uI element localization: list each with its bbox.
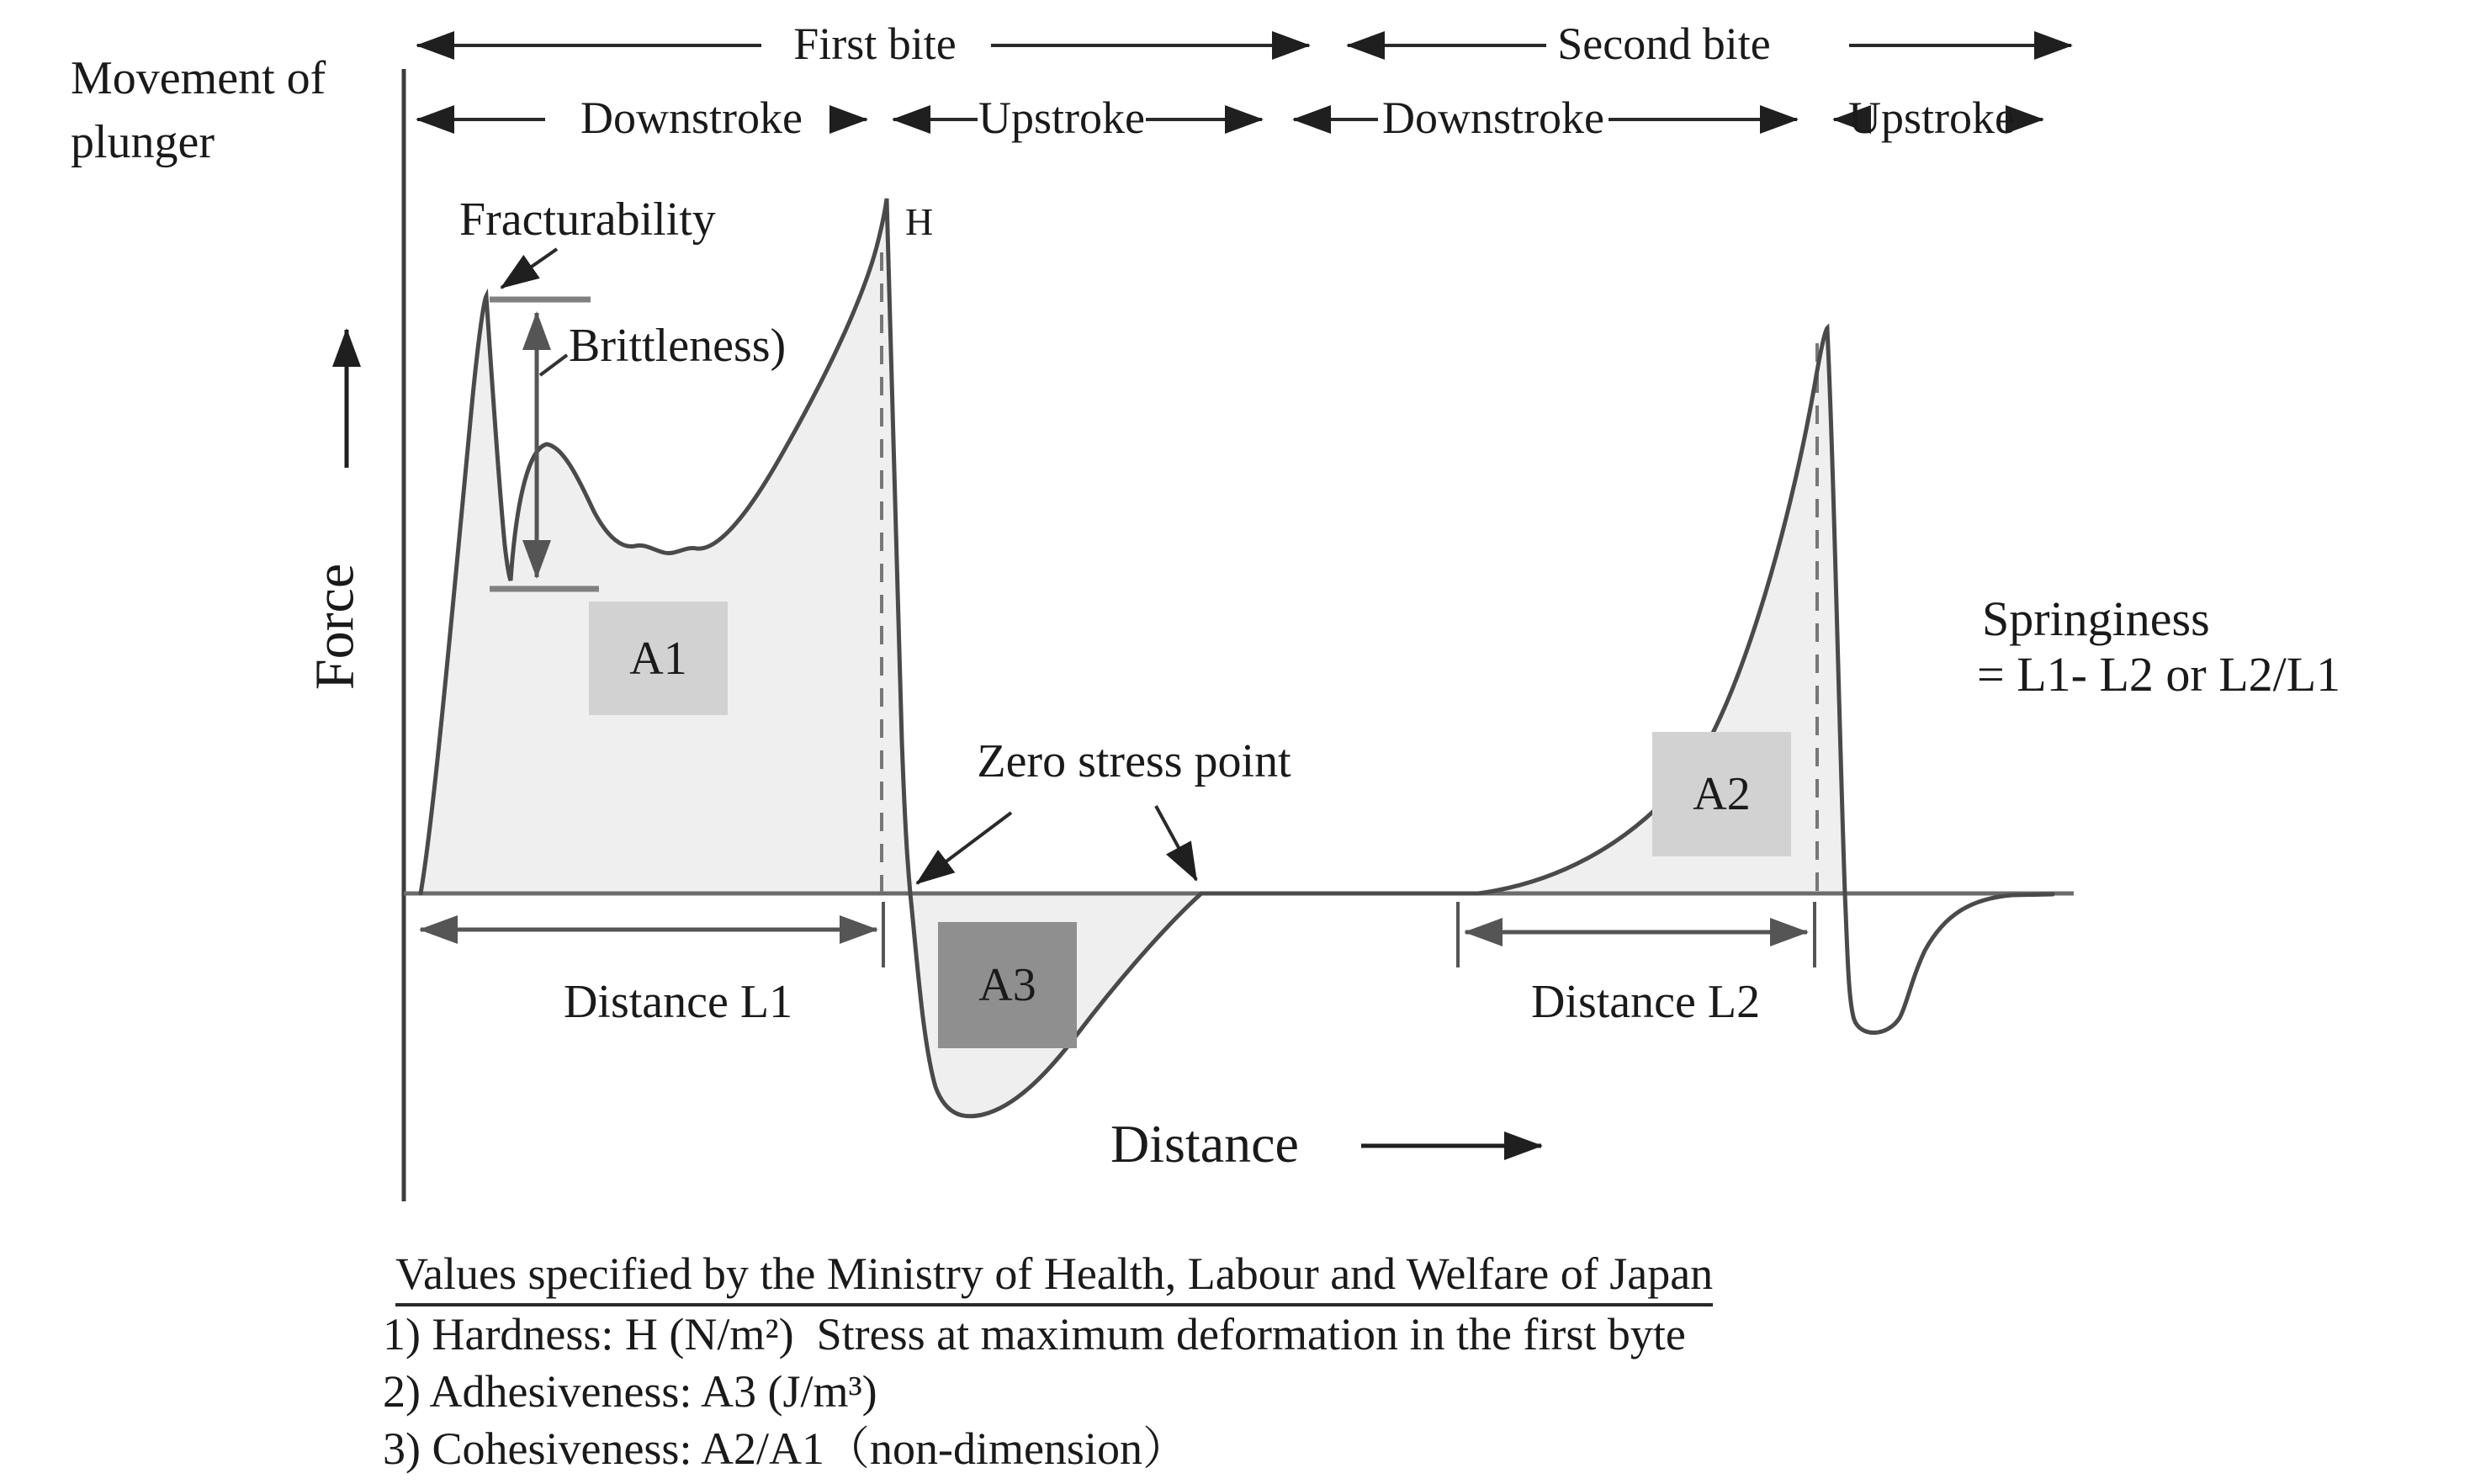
- force-axis-label: Force: [304, 563, 366, 691]
- area-a2-label: A2: [1693, 768, 1751, 820]
- zero-stress-right-arrow: [1156, 806, 1196, 880]
- springiness-label-line2: = L1- L2 or L2/L1: [1977, 647, 2341, 702]
- brittleness-leader-line: [540, 355, 567, 375]
- first-bite-label: First bite: [793, 19, 957, 69]
- brittleness-label: Brittleness): [569, 320, 787, 372]
- area-a1-label: A1: [629, 632, 687, 685]
- fracturability-arrow: [501, 249, 557, 288]
- upstroke2-label: Upstroke: [1848, 93, 2015, 143]
- downstroke2-label: Downstroke: [1382, 93, 1604, 143]
- distance-l2-label: Distance L2: [1530, 976, 1761, 1028]
- area-a2-box: [1652, 732, 1791, 856]
- distance-l1-label: Distance L1: [563, 976, 793, 1028]
- footnote-item-1: 1) Hardness: H (N/m²) Stress at maximum deformation in the first byte: [383, 1309, 1686, 1359]
- springiness-label-line1: Springiness: [1982, 591, 2210, 646]
- area-a3-label: A3: [978, 959, 1036, 1011]
- area-a1-box: [589, 602, 728, 715]
- zero-stress-point-label: Zero stress point: [977, 735, 1291, 787]
- second-bite-label: Second bite: [1557, 19, 1771, 69]
- plunger-label-line1: Movement of: [71, 52, 326, 104]
- fracturability-label: Fracturability: [459, 193, 716, 246]
- footnote-item-3: 3) Cohesiveness: A2/A1（non-dimension）: [383, 1423, 1188, 1474]
- area-a1-fill: [421, 199, 910, 893]
- plunger-label-line2: plunger: [71, 116, 215, 168]
- distance-axis-label: Distance: [1110, 1114, 1299, 1174]
- upstroke1-label: Upstroke: [978, 93, 1145, 143]
- area-a3-box: [938, 922, 1077, 1048]
- footnote-title: Values specified by the Ministry of Health, Labour and Welfare of Japan: [395, 1250, 1713, 1306]
- zero-stress-left-arrow: [917, 813, 1011, 883]
- downstroke1-label: Downstroke: [580, 93, 803, 143]
- footnote-item-2: 2) Adhesiveness: A3 (J/m³): [383, 1366, 877, 1417]
- hardness-peak-label: H: [905, 200, 934, 243]
